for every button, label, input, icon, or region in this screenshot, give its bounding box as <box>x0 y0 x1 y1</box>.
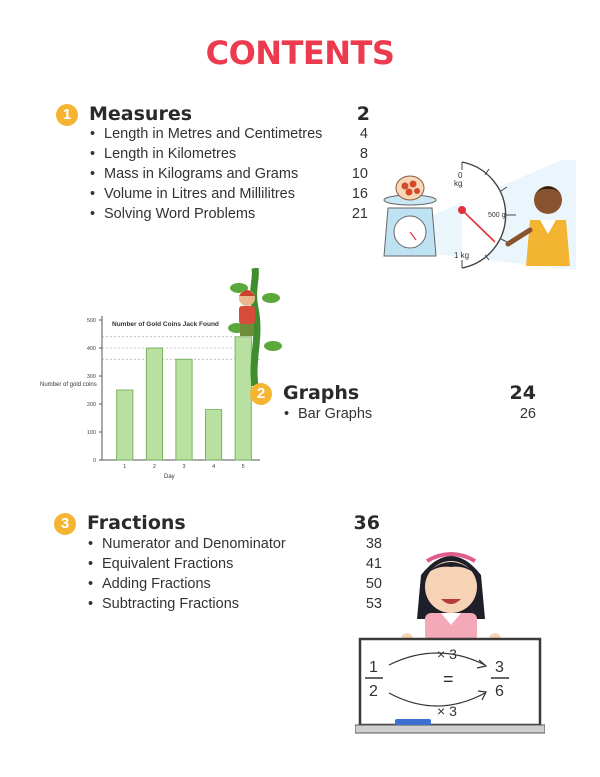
toc-item-label: Mass in Kilograms and Grams <box>104 166 299 182</box>
fraction-right-denominator: 6 <box>495 683 504 700</box>
chart-xlabel: Day <box>164 474 175 480</box>
x-tick-label: 5 <box>241 464 245 470</box>
toc-item[interactable]: • Solving Word Problems <box>90 206 256 222</box>
toc-item[interactable]: • Length in Metres and Centimetres <box>90 126 323 142</box>
x-tick-label: 2 <box>152 464 156 470</box>
toc-item-page: 38 <box>365 536 382 552</box>
dial-label-kg: kg <box>454 179 463 188</box>
equals-sign: = <box>443 669 454 689</box>
toc-item[interactable]: • Bar Graphs <box>284 406 373 422</box>
chapter-1-number: 1 <box>56 104 78 126</box>
toc-item-page: 10 <box>351 166 368 182</box>
dial-label-500g: 500 g <box>488 212 506 219</box>
toc-item[interactable]: • Mass in Kilograms and Grams <box>90 166 299 182</box>
marker <box>395 719 431 725</box>
y-tick-label: 200 <box>86 402 96 408</box>
bar-day-3 <box>176 359 192 460</box>
toc-item-label: Adding Fractions <box>102 576 211 592</box>
toc-item-page: 21 <box>351 206 368 222</box>
bar-day-1 <box>117 390 133 460</box>
toc-item-page: 16 <box>351 186 368 202</box>
y-tick-label: 400 <box>86 346 96 352</box>
fraction-left-denominator: 2 <box>369 683 378 700</box>
x-tick-label: 3 <box>182 464 186 470</box>
toc-item-label: Length in Kilometres <box>104 146 237 162</box>
toc-item[interactable]: • Equivalent Fractions <box>88 556 234 572</box>
dial-label-0: 0 <box>458 171 463 180</box>
y-tick-label: 500 <box>86 318 96 324</box>
page-title: CONTENTS <box>205 34 395 72</box>
chapter-1-title[interactable]: Measures <box>89 103 193 125</box>
bag-of-fruit <box>396 176 424 200</box>
dial-pivot <box>458 206 466 214</box>
toc-item-page: 8 <box>359 146 368 162</box>
whiteboard-ledge <box>355 725 545 733</box>
chapter-2-number: 2 <box>250 383 272 405</box>
chart-ylabel: Number of gold coins <box>40 382 97 388</box>
toc-item-label: Bar Graphs <box>298 406 373 422</box>
x-tick-label: 4 <box>212 464 216 470</box>
toc-item[interactable]: • Numerator and Denominator <box>88 536 286 552</box>
girl-whiteboard-illustration <box>355 535 545 740</box>
top-multiplier: × 3 <box>437 646 457 662</box>
toc-item[interactable]: • Length in Kilometres <box>90 146 237 162</box>
toc-item-label: Solving Word Problems <box>104 206 256 222</box>
toc-item-label: Subtracting Fractions <box>102 596 240 612</box>
jack-beanstalk-illustration <box>225 268 287 386</box>
toc-item-label: Volume in Litres and Millilitres <box>104 186 295 202</box>
toc-item-page: 50 <box>365 576 382 592</box>
chapter-3-page: 36 <box>353 512 380 534</box>
fraction-right-numerator: 3 <box>495 659 504 676</box>
y-tick-label: 300 <box>86 374 96 380</box>
toc-item-page: 41 <box>365 556 382 572</box>
girl-illustration <box>401 554 501 645</box>
bar-day-4 <box>205 410 221 460</box>
toc-item-page: 4 <box>359 126 368 142</box>
chapter-3-title[interactable]: Fractions <box>87 512 186 534</box>
toc-item[interactable]: • Volume in Litres and Millilitres <box>90 186 295 202</box>
fraction-left-numerator: 1 <box>369 659 378 676</box>
bar-day-2 <box>146 348 162 460</box>
chapter-2-page: 24 <box>509 382 536 404</box>
toc-item-label: Equivalent Fractions <box>102 556 234 572</box>
bottom-multiplier: × 3 <box>437 703 457 719</box>
toc-item[interactable]: • Adding Fractions <box>88 576 211 592</box>
chapter-3-number: 3 <box>54 513 76 535</box>
toc-item-label: Numerator and Denominator <box>102 536 286 552</box>
toc-item-page: 53 <box>365 596 382 612</box>
chapter-1-page: 2 <box>356 103 370 125</box>
toc-item-label: Length in Metres and Centimetres <box>104 126 323 142</box>
x-tick-label: 1 <box>123 464 127 470</box>
toc-item[interactable]: • Subtracting Fractions <box>88 596 240 612</box>
weighing-scale-illustration <box>380 160 580 270</box>
dial-label-1kg: 1 kg <box>454 251 470 260</box>
chapter-2-title[interactable]: Graphs <box>283 382 360 404</box>
toc-item-page: 26 <box>519 406 536 422</box>
y-tick-label: 100 <box>86 430 96 436</box>
chart-title: Number of Gold Coins Jack Found <box>112 321 219 328</box>
y-tick-label: 0 <box>92 458 96 464</box>
